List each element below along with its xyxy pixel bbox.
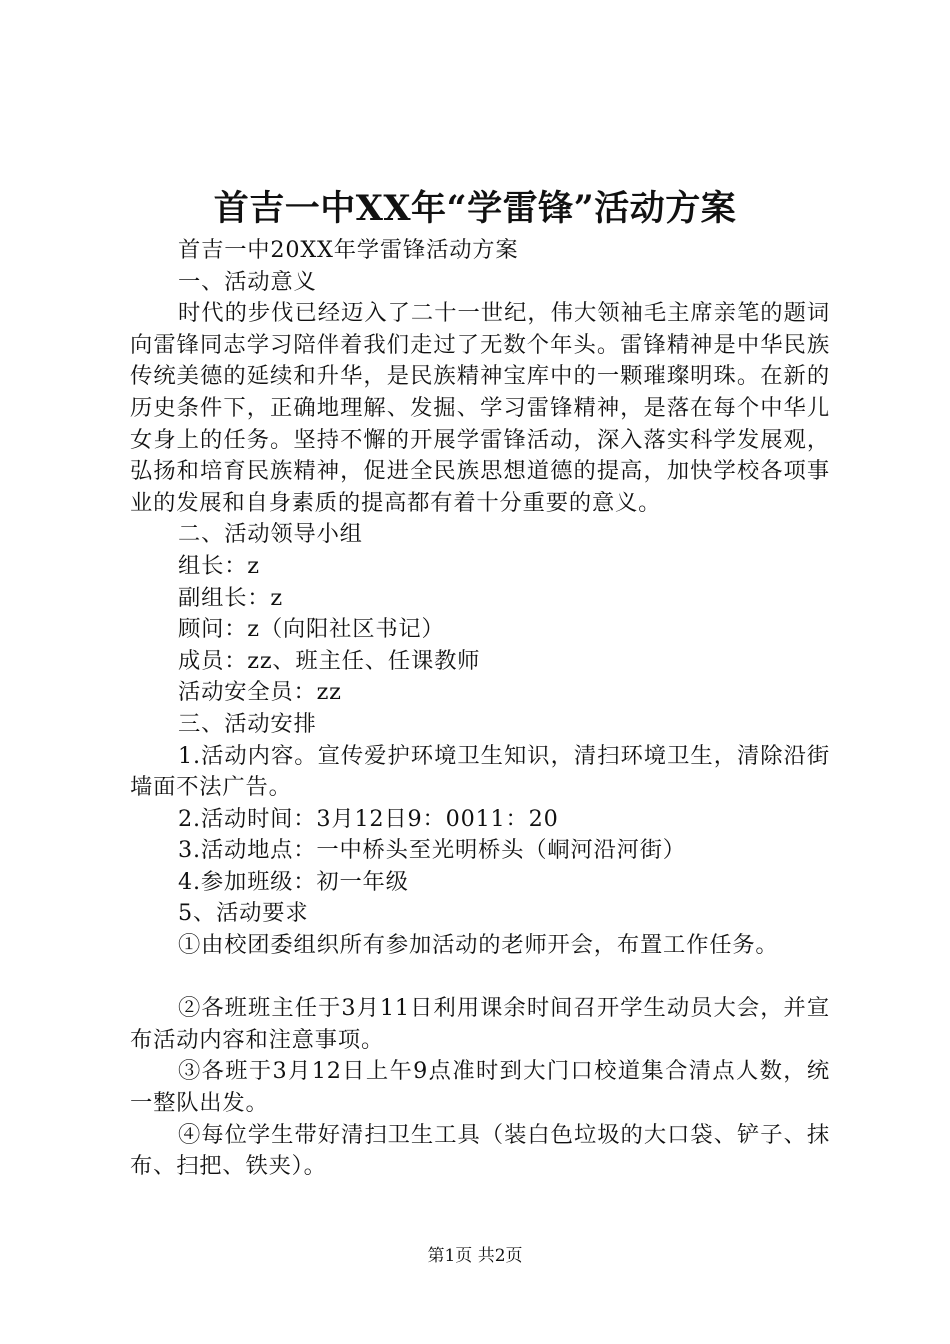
requirement-3: ③各班于3月12日上午9点准时到大门口校道集合清点人数，统一整队出发。 bbox=[130, 1058, 830, 1117]
leader-line: 组长：z bbox=[178, 552, 260, 579]
activity-time-line: 2.活动时间：3月12日9：0011：20 bbox=[178, 805, 559, 832]
safety-officer-line: 活动安全员：zz bbox=[178, 679, 342, 706]
document-body bbox=[130, 235, 830, 1183]
deputy-line: 副组长：z bbox=[178, 584, 283, 611]
requirement-2: ②各班班主任于3月11日利用课余时间召开学生动员大会，并宣布活动内容和注意事项。 bbox=[130, 995, 830, 1053]
section-heading-2: 二、活动领导小组 bbox=[178, 521, 363, 548]
activity-classes-line: 4.参加班级：初一年级 bbox=[178, 868, 409, 895]
activity-place-line: 3.活动地点：一中桥头至光明桥头（峒河沿河街） bbox=[178, 837, 686, 864]
document-title: 首吉一中XX年“学雷锋”活动方案 bbox=[213, 188, 737, 229]
activity-content-paragraph: 1.活动内容。宣传爱护环境卫生知识，清扫环境卫生，清除沿街墙面不法广告。 bbox=[130, 742, 830, 801]
blank-line bbox=[130, 962, 830, 994]
section-1-paragraph: 时代的步伐已经迈入了二十一世纪，伟大领袖毛主席亲笔的题词向雷锋同志学习陪伴着我们走过了无数个年头。雷锋精神是中华民族传统美德的延续和升华，是民族精神宝库中的一颗璀璨明珠。在新的历史条件下，正确地理解、发掘、学习雷锋精神，是落在每个中华儿女身上的任务。坚持不懈的开展学雷锋活动，深入落实科学发展观，弘扬和培育民族精神，促进全民族思想道德的提高，加快学校各项事业的发展和自身素质的提高都有着十分重要的意义。 bbox=[130, 300, 830, 516]
advisor-line: 顾问：z（向阳社区书记） bbox=[178, 616, 445, 643]
requirement-1: ①由校团委组织所有参加活动的老师开会，布置工作任务。 bbox=[178, 932, 779, 959]
section-heading-3: 三、活动安排 bbox=[178, 710, 317, 737]
requirements-heading: 5、活动要求 bbox=[178, 900, 309, 927]
page-footer: 第1页 共2页 bbox=[427, 1246, 523, 1266]
section-heading-1: 一、活动意义 bbox=[178, 268, 317, 295]
subtitle-line: 首吉一中20XX年学雷锋活动方案 bbox=[178, 237, 519, 263]
requirement-4: ④每位学生带好清扫卫生工具（装白色垃圾的大口袋、铲子、抹布、扫把、铁夹）。 bbox=[130, 1121, 830, 1180]
members-line: 成员：zz、班主任、任课教师 bbox=[178, 647, 481, 674]
